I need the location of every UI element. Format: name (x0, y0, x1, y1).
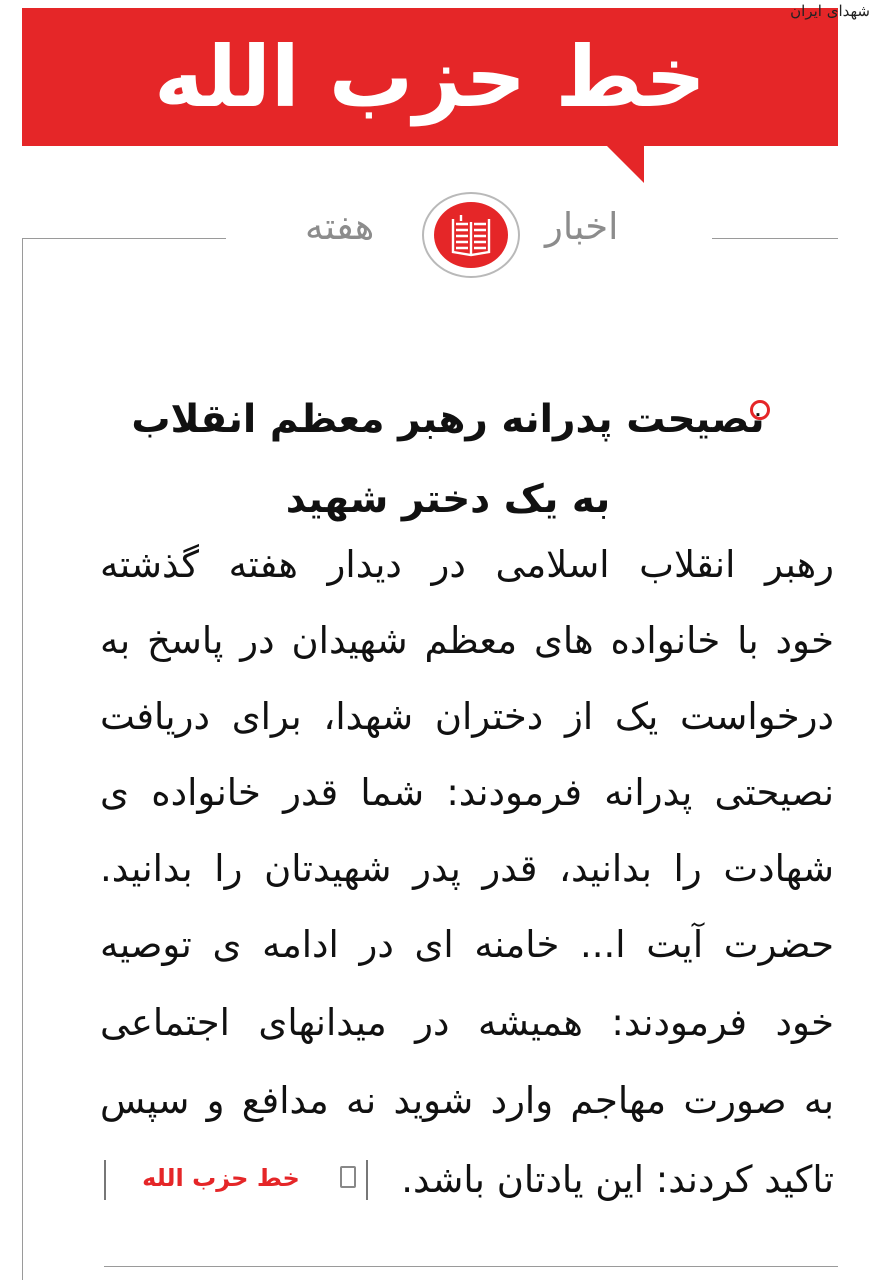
section-label-akhbar: اخبار (545, 205, 619, 248)
body-line-2: خود با خانواده های معظم شهیدان در پاسخ به (100, 619, 834, 662)
body-line-7: خود فرمودند: همیشه در میدانهای اجتماعی (100, 1001, 834, 1044)
article-headline (110, 380, 786, 540)
headline-line-2: به یک دختر شهید (285, 477, 611, 522)
body-line-3: درخواست یک از دختران شهدا، برای دریافت (100, 695, 834, 738)
body-line-5: شهادت را بدانید، قدر پدر شهیدتان را بدانید. (100, 847, 834, 890)
divider-bottom (104, 1266, 838, 1267)
end-book-icon (340, 1166, 356, 1188)
body-line-6: حضرت آیت ا... خامنه ای در ادامه ی توصیه (100, 923, 834, 966)
section-badge (422, 192, 520, 278)
body-line-last: تاکید کردند: این یادتان باشد. (401, 1158, 834, 1201)
body-line-8: به صورت مهاجم وارد شوید نه مدافع و سپس (100, 1079, 834, 1122)
end-logo: خط حزب الله (142, 1164, 300, 1192)
end-separator (366, 1160, 368, 1200)
section-badge-fill (434, 202, 508, 268)
body-line-1: رهبر انقلاب اسلامی در دیدار هفته گذشته (100, 543, 834, 586)
masthead-banner-tail (606, 145, 644, 183)
book-icon (434, 202, 508, 268)
headline-line-1: نصیحت پدرانه رهبر معظم انقلاب (131, 397, 765, 442)
watermark: شهدای ایران (790, 2, 870, 20)
masthead-logo: خط حزب الله (154, 28, 706, 126)
end-separator-left (104, 1160, 106, 1200)
divider-left (22, 238, 226, 239)
body-line-4: نصیحتی پدرانه فرمودند: شما قدر خانواده ی (100, 771, 834, 814)
divider-right (712, 238, 838, 239)
section-label-hafte: هفته (305, 205, 375, 248)
column-rule (22, 238, 23, 1280)
